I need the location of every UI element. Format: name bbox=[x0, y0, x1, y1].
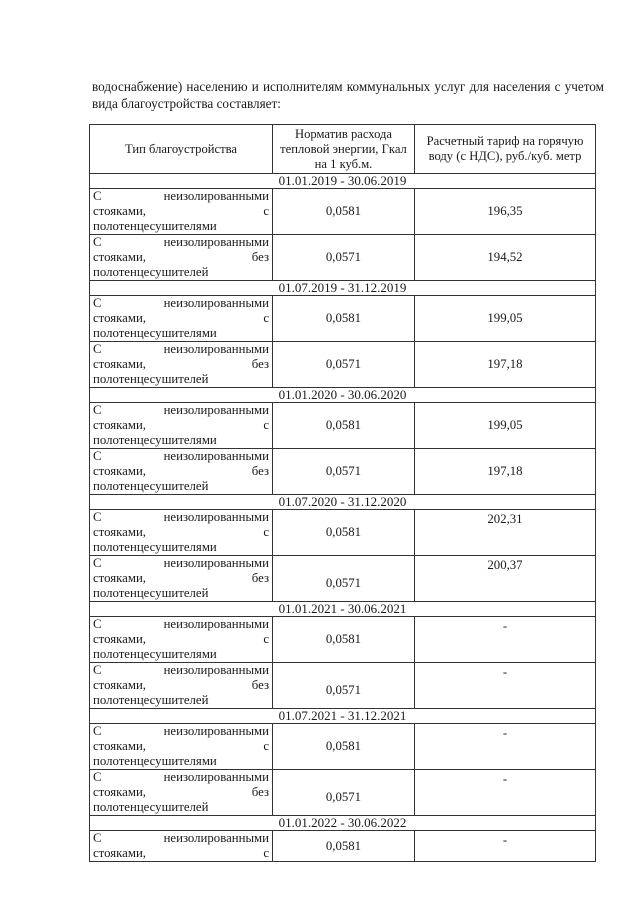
type-line bbox=[93, 372, 269, 387]
type-word: полотенцесушителей bbox=[93, 693, 209, 707]
period-label: 01.01.2022 - 30.06.2022 bbox=[90, 816, 596, 831]
header-norm: Норматив расхода тепловой энергии, Гкал на 1 куб.м. bbox=[273, 125, 415, 174]
type-line bbox=[93, 250, 269, 265]
type-line bbox=[93, 754, 269, 769]
period-label: 01.07.2019 - 31.12.2019 bbox=[90, 281, 596, 296]
norm-cell: 0,0581 bbox=[273, 296, 415, 342]
period-label: 01.07.2021 - 31.12.2021 bbox=[90, 709, 596, 724]
norm-cell: 0,0571 bbox=[273, 770, 415, 816]
type-line bbox=[93, 418, 269, 433]
tariff-cell: 199,05 bbox=[415, 403, 596, 449]
table-row bbox=[90, 724, 596, 770]
type-word: С bbox=[93, 770, 102, 784]
norm-cell: 0,0581 bbox=[273, 831, 415, 862]
type-word: неизолированными bbox=[163, 831, 269, 845]
type-line bbox=[93, 556, 269, 571]
type-line bbox=[93, 235, 269, 250]
type-word: С bbox=[93, 342, 102, 356]
type-word: неизолированными bbox=[163, 724, 269, 738]
type-word: с bbox=[263, 418, 269, 432]
type-line bbox=[93, 403, 269, 418]
norm-cell: 0,0571 bbox=[273, 342, 415, 388]
type-word: без bbox=[251, 464, 269, 478]
table-row bbox=[90, 235, 596, 281]
type-line bbox=[93, 265, 269, 280]
type-word: стояками, bbox=[93, 311, 146, 325]
table-row bbox=[90, 342, 596, 388]
period-label: 01.01.2020 - 30.06.2020 bbox=[90, 388, 596, 403]
type-line bbox=[93, 571, 269, 586]
type-word: полотенцесушителей bbox=[93, 372, 209, 386]
type-word: неизолированными bbox=[163, 189, 269, 203]
type-line bbox=[93, 739, 269, 754]
type-word: без bbox=[251, 571, 269, 585]
table-row bbox=[90, 449, 596, 495]
tariff-cell: - bbox=[415, 617, 596, 663]
type-word: полотенцесушителями bbox=[93, 219, 217, 233]
type-word: без bbox=[251, 357, 269, 371]
type-line bbox=[93, 678, 269, 693]
type-word: С bbox=[93, 403, 102, 417]
type-cell bbox=[90, 617, 273, 663]
type-word: С bbox=[93, 510, 102, 524]
type-word: С bbox=[93, 663, 102, 677]
type-line bbox=[93, 632, 269, 647]
type-word: полотенцесушителей bbox=[93, 479, 209, 493]
table-row bbox=[90, 296, 596, 342]
header-row bbox=[90, 125, 596, 174]
type-word: с bbox=[263, 311, 269, 325]
type-cell bbox=[90, 663, 273, 709]
type-cell bbox=[90, 449, 273, 495]
type-line bbox=[93, 357, 269, 372]
tariff-cell: - bbox=[415, 770, 596, 816]
table-row bbox=[90, 403, 596, 449]
type-line bbox=[93, 510, 269, 525]
type-line bbox=[93, 647, 269, 662]
period-row bbox=[90, 174, 596, 189]
type-word: стояками, bbox=[93, 846, 146, 860]
type-word: С bbox=[93, 724, 102, 738]
type-word: неизолированными bbox=[163, 770, 269, 784]
type-word: полотенцесушителями bbox=[93, 326, 217, 340]
type-cell bbox=[90, 510, 273, 556]
type-word: с bbox=[263, 204, 269, 218]
type-line bbox=[93, 693, 269, 708]
type-line bbox=[93, 342, 269, 357]
type-line bbox=[93, 449, 269, 464]
tariff-cell: 200,37 bbox=[415, 556, 596, 602]
type-word: стояками, bbox=[93, 785, 146, 799]
table-row bbox=[90, 663, 596, 709]
norm-cell: 0,0571 bbox=[273, 556, 415, 602]
type-line bbox=[93, 525, 269, 540]
type-cell bbox=[90, 296, 273, 342]
type-word: неизолированными bbox=[163, 403, 269, 417]
type-word: неизолированными bbox=[163, 510, 269, 524]
type-line bbox=[93, 464, 269, 479]
type-line bbox=[93, 800, 269, 815]
type-line bbox=[93, 326, 269, 341]
period-label: 01.01.2019 - 30.06.2019 bbox=[90, 174, 596, 189]
type-line bbox=[93, 311, 269, 326]
type-line bbox=[93, 724, 269, 739]
type-word: стояками, bbox=[93, 250, 146, 264]
type-word: неизолированными bbox=[163, 663, 269, 677]
type-word: неизолированными bbox=[163, 556, 269, 570]
type-word: неизолированными bbox=[163, 617, 269, 631]
type-line bbox=[93, 189, 269, 204]
type-word: С bbox=[93, 296, 102, 310]
table-body bbox=[90, 174, 596, 862]
type-cell bbox=[90, 235, 273, 281]
type-word: С bbox=[93, 617, 102, 631]
tariff-cell: 196,35 bbox=[415, 189, 596, 235]
type-cell bbox=[90, 831, 273, 862]
type-line bbox=[93, 540, 269, 555]
type-cell bbox=[90, 556, 273, 602]
type-word: полотенцесушителей bbox=[93, 800, 209, 814]
tariff-cell: - bbox=[415, 724, 596, 770]
intro-text: водоснабжение) населению и исполнителям коммунальных услуг для населения с учетом вида благоустройства составляет: bbox=[92, 79, 604, 111]
tariff-cell: 194,52 bbox=[415, 235, 596, 281]
type-word: стояками, bbox=[93, 418, 146, 432]
type-word: без bbox=[251, 785, 269, 799]
type-word: полотенцесушителями bbox=[93, 433, 217, 447]
norm-cell: 0,0581 bbox=[273, 724, 415, 770]
type-word: стояками, bbox=[93, 678, 146, 692]
type-line bbox=[93, 846, 269, 861]
type-cell bbox=[90, 189, 273, 235]
type-word: без bbox=[251, 250, 269, 264]
type-word: полотенцесушителями bbox=[93, 647, 217, 661]
tariff-cell: - bbox=[415, 831, 596, 862]
table-row bbox=[90, 189, 596, 235]
type-word: неизолированными bbox=[163, 235, 269, 249]
type-word: стояками, bbox=[93, 571, 146, 585]
type-line bbox=[93, 770, 269, 785]
tariff-cell: 197,18 bbox=[415, 342, 596, 388]
type-word: С bbox=[93, 556, 102, 570]
type-line bbox=[93, 479, 269, 494]
type-word: неизолированными bbox=[163, 296, 269, 310]
type-word: С bbox=[93, 189, 102, 203]
period-row bbox=[90, 602, 596, 617]
norm-cell: 0,0571 bbox=[273, 449, 415, 495]
type-line bbox=[93, 433, 269, 448]
period-label: 01.01.2021 - 30.06.2021 bbox=[90, 602, 596, 617]
period-row bbox=[90, 281, 596, 296]
tariff-cell: 197,18 bbox=[415, 449, 596, 495]
table-row bbox=[90, 617, 596, 663]
type-word: с bbox=[263, 739, 269, 753]
type-word: стояками, bbox=[93, 204, 146, 218]
type-word: с bbox=[263, 846, 269, 860]
tariff-cell: 199,05 bbox=[415, 296, 596, 342]
type-word: с bbox=[263, 632, 269, 646]
period-row bbox=[90, 709, 596, 724]
type-line bbox=[93, 204, 269, 219]
norm-cell: 0,0581 bbox=[273, 403, 415, 449]
type-word: стояками, bbox=[93, 525, 146, 539]
type-line bbox=[93, 586, 269, 601]
tariff-cell: - bbox=[415, 663, 596, 709]
norm-cell: 0,0581 bbox=[273, 510, 415, 556]
type-word: полотенцесушителями bbox=[93, 540, 217, 554]
period-label: 01.07.2020 - 31.12.2020 bbox=[90, 495, 596, 510]
header-tariff: Расчетный тариф на горячую воду (с НДС), руб./куб. метр bbox=[415, 125, 596, 174]
type-word: С bbox=[93, 235, 102, 249]
type-line bbox=[93, 785, 269, 800]
type-word: С bbox=[93, 831, 102, 845]
type-word: полотенцесушителей bbox=[93, 265, 209, 279]
type-word: полотенцесушителей bbox=[93, 586, 209, 600]
header-type: Тип благоустройства bbox=[90, 125, 273, 174]
table-row bbox=[90, 510, 596, 556]
period-row bbox=[90, 495, 596, 510]
type-word: стояками, bbox=[93, 739, 146, 753]
type-line bbox=[93, 296, 269, 311]
table-row bbox=[90, 556, 596, 602]
period-row bbox=[90, 388, 596, 403]
norm-cell: 0,0571 bbox=[273, 235, 415, 281]
type-word: без bbox=[251, 678, 269, 692]
type-cell bbox=[90, 342, 273, 388]
type-word: неизолированными bbox=[163, 342, 269, 356]
type-word: полотенцесушителями bbox=[93, 754, 217, 768]
type-word: стояками, bbox=[93, 632, 146, 646]
table-row bbox=[90, 770, 596, 816]
type-line bbox=[93, 617, 269, 632]
norm-cell: 0,0581 bbox=[273, 617, 415, 663]
type-cell bbox=[90, 770, 273, 816]
type-word: неизолированными bbox=[163, 449, 269, 463]
table-row bbox=[90, 831, 596, 862]
type-cell bbox=[90, 403, 273, 449]
norm-cell: 0,0581 bbox=[273, 189, 415, 235]
type-word: стояками, bbox=[93, 357, 146, 371]
type-line bbox=[93, 831, 269, 846]
type-word: стояками, bbox=[93, 464, 146, 478]
type-word: с bbox=[263, 525, 269, 539]
period-row bbox=[90, 816, 596, 831]
tariff-table bbox=[89, 124, 596, 862]
type-line bbox=[93, 219, 269, 234]
type-line bbox=[93, 663, 269, 678]
type-word: С bbox=[93, 449, 102, 463]
tariff-cell: 202,31 bbox=[415, 510, 596, 556]
type-cell bbox=[90, 724, 273, 770]
norm-cell: 0,0571 bbox=[273, 663, 415, 709]
